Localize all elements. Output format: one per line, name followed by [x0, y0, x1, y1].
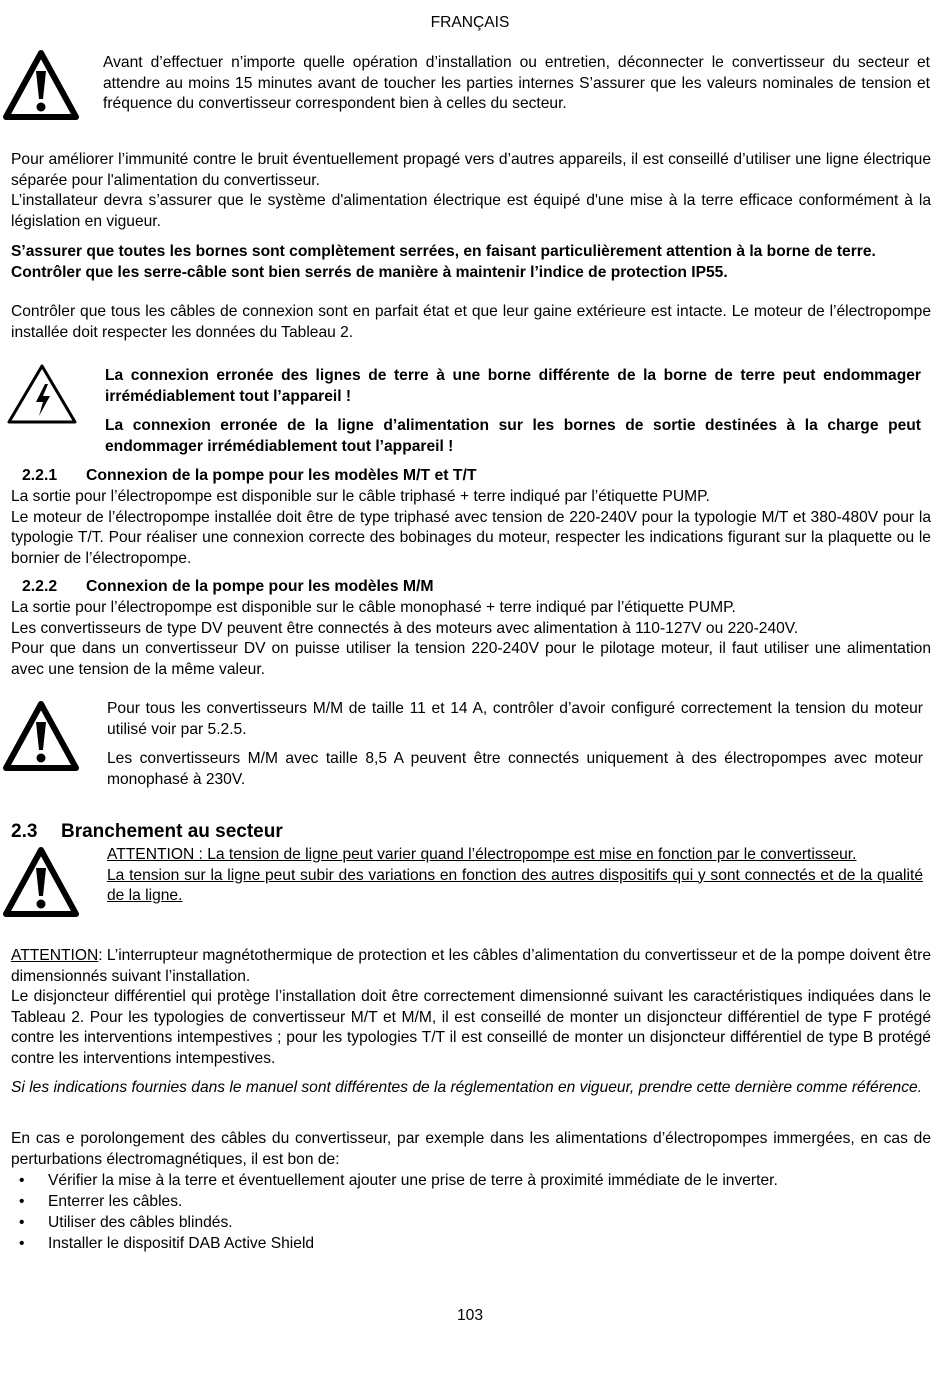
intro-bold-cable-glands: Contrôler que les serre-câble sont bien serrés de manière à maintenir l’indice de protection IP55. — [11, 263, 728, 281]
intro-paragraph-immunity: Pour améliorer l’immunité contre le bruit éventuellement propagé vers d’autres appareils, il est conseillé d’utiliser une ligne électrique séparée pour l'alimentation du convertisseur. — [11, 151, 931, 189]
list-item: • Utiliser des câbles blindés. — [19, 1214, 233, 1231]
intro-bold-terminals: S’assurer que toutes les bornes sont complètement serrées, en faisant particulièrement attention à la borne de terre. Contrôler que les serre-câble sont bien serrés de manière à maintenir l’indice de protection IP55. — [11, 242, 931, 283]
warning-supply-connection: La connexion erronée de la ligne d’alimentation sur les bornes de sortie destinées à la charge peut endommager irrémédiablement tout l’appareil ! — [105, 417, 921, 455]
warning-triangle-icon — [3, 846, 79, 918]
electric-hazard-icon — [6, 362, 78, 426]
intro-paragraph-earthing: L’installateur devra s’assurer que le système d'alimentation électrique est équipé d'une mise à la terre efficace conformément à la législation en vigueur. — [11, 192, 931, 230]
warning-triangle-icon — [3, 700, 79, 772]
list-item: • Enterrer les câbles. — [19, 1193, 183, 1210]
section-heading-2-2-2: 2.2.2 Connexion de la pompe pour les modèles M/M — [22, 578, 434, 595]
section-2-3-regulation-note: Si les indications fournies dans le manuel sont différentes de la réglementation en vigueur, prendre cette dernière comme référence. — [11, 1079, 923, 1096]
warning-mm-8-5a: Les convertisseurs M/M avec taille 8,5 A peuvent être connectés uniquement à des électropompes avec moteur monophasé à 230V. — [107, 750, 923, 788]
section-2-3-circuit-breaker: Le disjoncteur différentiel qui protège l’installation doit être correctement dimensionné suivant les caractéristiques indiquées dans le Tableau 2. Pour les typologies de convertisseur M/T et M/M, il est conseillé de monter un disjoncteur différentiel de type F protégé contre les interventions intempestives ; pour les typologies T/T il est conseillé de monter un disjoncteur différentiel de type B protégé contre les interventions intempestives. — [11, 988, 931, 1067]
warning-earth-connection: La connexion erronée des lignes de terre à une borne différente de la borne de terre peut endommager irrémédiablement tout l’appareil ! La connexion erronée de la ligne d’alimentation sur les bornes de sortie destinées à la charge peut endommager irrémédiablement tout l’appareil ! — [105, 366, 921, 457]
recommendations-list — [11, 1170, 931, 1254]
list-item: • Installer le dispositif DAB Active Shield — [19, 1235, 315, 1252]
intro-section — [11, 150, 931, 232]
page-language-header: FRANÇAIS — [430, 14, 510, 31]
warning-installation-text: Avant d’effectuer n’importe quelle opération d’installation ou entretien, déconnecter le convertisseur du secteur et attendre au moins 15 minutes avant de toucher les parties internes S’assurer que les valeurs nominales de tension et fréquence du convertisseur correspondent bien à celles du secteur. — [103, 54, 930, 112]
section-2-2-1-body: La sortie pour l’électropompe est disponible sur le câble triphasé + terre indiqué par l’étiquette PUMP. Le moteur de l’électropompe installée doit être de type triphasé avec tension de 220-240V pour la typologie M/T et 380-480V pour la typologie T/T. Pour réaliser une connexion correcte des bobinages du moteur, respecter les indications figurant sur la plaquette ou le bornier de l’électropompe. — [11, 488, 931, 567]
page-number: 103 — [456, 1307, 484, 1324]
attention-label: ATTENTION — [11, 947, 99, 964]
section-heading-2-3: 2.3 Branchement au secteur — [11, 821, 283, 842]
intro-paragraph-cables: Contrôler que tous les câbles de connexion sont en parfait état et que leur gaine extérieure est intacte. Le moteur de l’électropompe installée doit respecter les données du Tableau 2. — [11, 303, 931, 341]
list-item: • Vérifier la mise à la terre et éventuellement ajouter une prise de terre à proximité immédiate de le inverter. — [19, 1172, 778, 1189]
section-2-3-extension: En cas e porolongement des câbles du convertisseur, par exemple dans les alimentations d’électropompes immergées, en cas de perturbations électromagnétiques, il est bon de: — [11, 1130, 931, 1168]
section-heading-2-2-1: 2.2.1 Connexion de la pompe pour les modèles M/T et T/T — [22, 467, 477, 484]
warning-mm-voltage: Pour tous les convertisseurs M/M de taille 11 et 14 A, contrôler d’avoir configuré correctement la tension du moteur utilisé voir par 5.2.5. Les convertisseurs M/M avec taille 8,5 A peuvent être connectés uniquement à des électropompes avec moteur monophasé à 230V. — [107, 699, 923, 790]
warning-line-variations: La tension sur la ligne peut subir des variations en fonction des autres dispositifs qui y sont connectés et de la qualité de la ligne. — [107, 866, 923, 904]
section-2-2-2-body: La sortie pour l’électropompe est disponible sur le câble monophasé + terre indiqué par l’étiquette PUMP. Les convertisseurs de type DV peuvent être connectés à des moteurs avec alimentation à 110-127V ou 220-240V. Pour que dans un convertisseur DV on puisse utiliser la tension 220-240V pour le pilotage moteur, il faut utiliser une alimentation avec une tension de la même valeur. — [11, 599, 931, 678]
warning-line-voltage: ATTENTION : La tension de ligne peut varier quand l’électropompe est mise en fonction par le convertisseur. La tension sur la ligne peut subir des variations en fonction des autres dispositifs qui y sont connectés et de la qualité de la ligne. — [107, 845, 923, 907]
section-2-3-attention: ATTENTION: L’interrupteur magnétothermique de protection et les câbles d’alimentation du convertisseur et de la pompe doivent être dimensionnés suivant l’installation. Le disjoncteur différentiel qui protège l’installation doit être correctement dimensionné suivant les caractéristiques indiquées dans le Tableau 2. Pour les typologies de convertisseur M/T et M/M, il est conseillé de monter un disjoncteur différentiel de type F protégé contre les interventions intempestives ; pour les typologies T/T il est conseillé de monter un disjoncteur différentiel de type B protégé contre les interventions intempestives. — [11, 946, 931, 1069]
warning-triangle-icon — [3, 49, 79, 121]
